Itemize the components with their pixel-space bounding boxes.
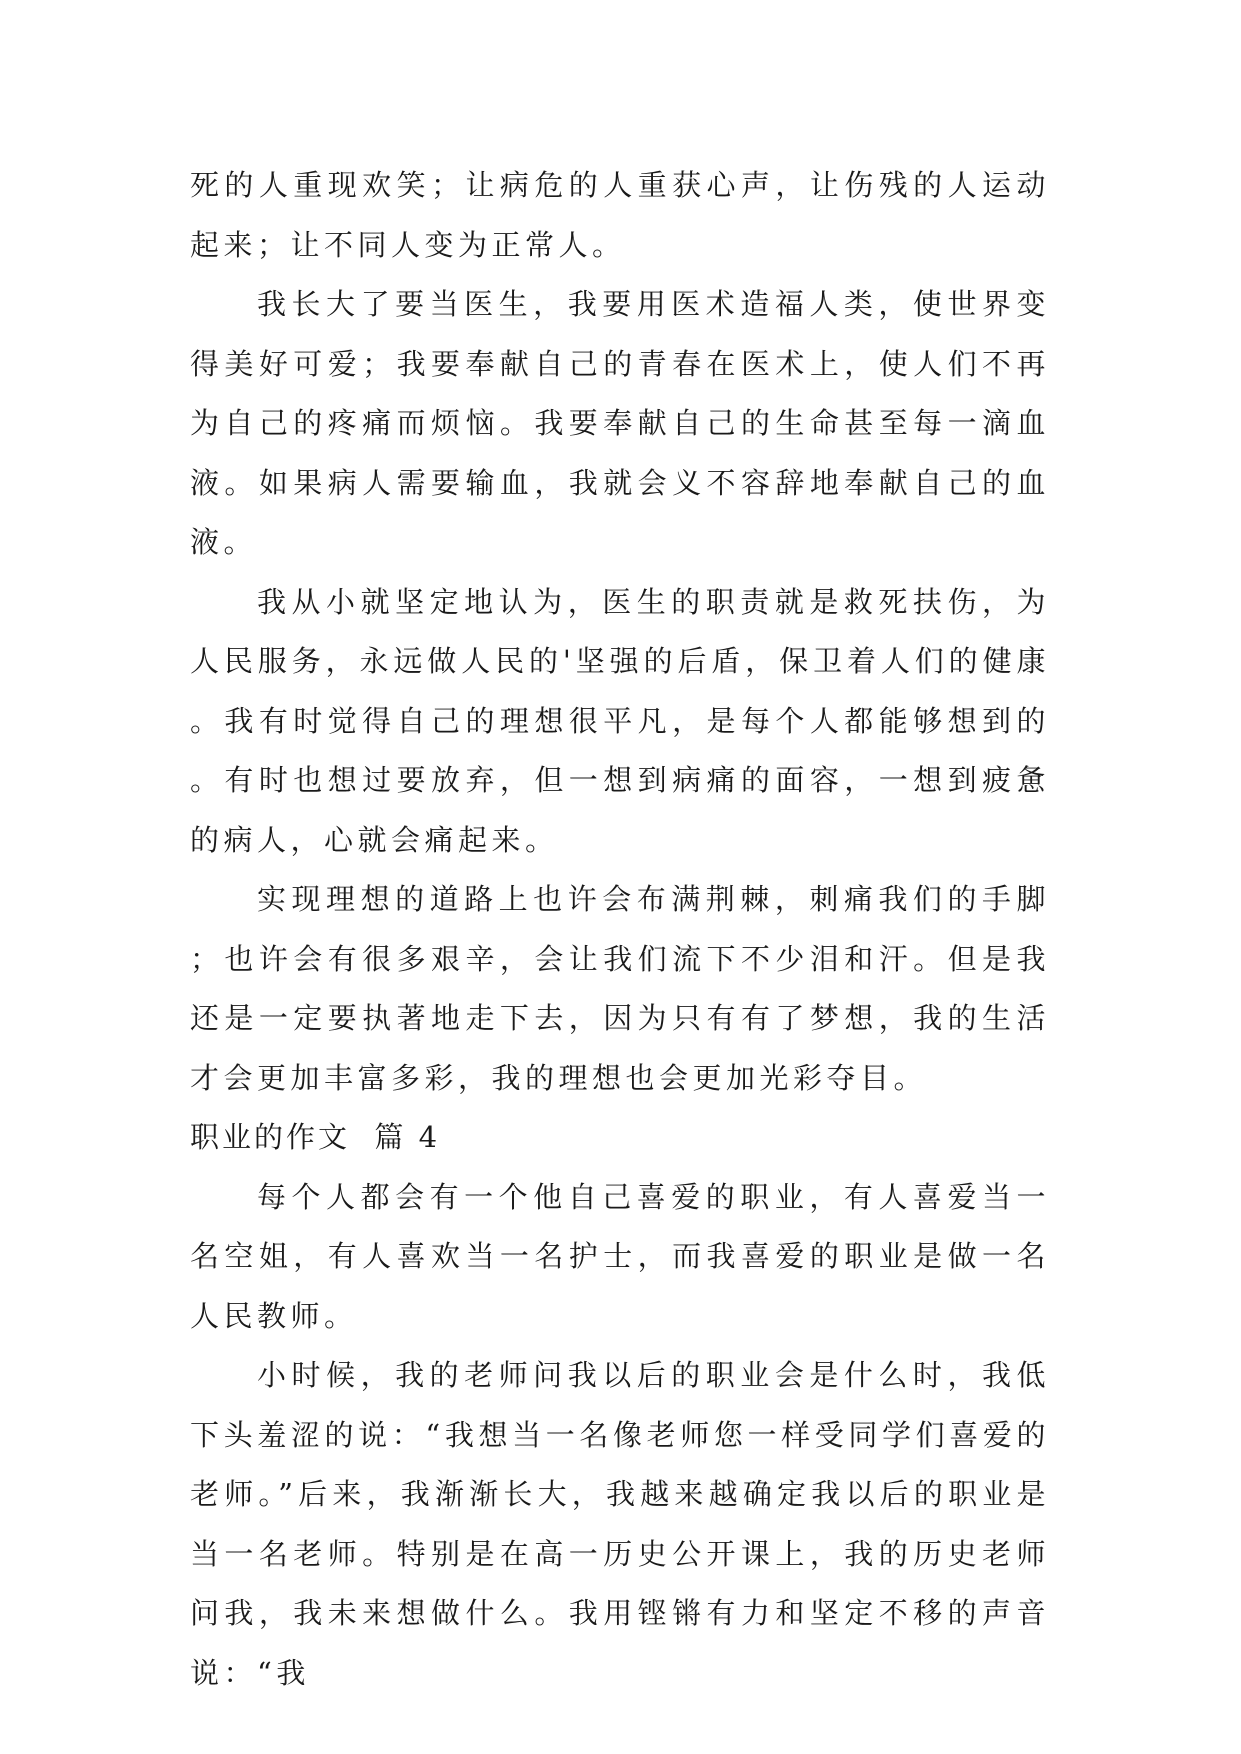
- paragraph-6: 小时候，我的老师问我以后的职业会是什么时，我低下头羞涩的说：“我想当一名像老师您一样受同学们喜爱的老师。”后来，我渐渐长大，我越来越确定我以后的职业是当一名老师。特别是在高一历史公开课上，我的历史老师问我，我未来想做什么。我用铿锵有力和坚定不移的声音说：“我: [190, 1358, 1050, 1690]
- paragraph-5: 每个人都会有一个他自己喜爱的职业，有人喜爱当一名空姐，有人喜欢当一名护士，而我喜爱的职业是做一名人民教师。: [190, 1179, 1050, 1333]
- section-heading: 职业的作文 篇 4: [190, 1120, 441, 1154]
- document-body: [190, 156, 1050, 1703]
- paragraph-2: 我长大了要当医生，我要用医术造福人类，使世界变得美好可爱；我要奉献自己的青春在医术上，使人们不再为自己的疼痛而烦恼。我要奉献自己的生命甚至每一滴血液。如果病人需要输血，我就会义不容辞地奉献自己的血液。: [190, 287, 1050, 559]
- paragraph-1: 死的人重现欢笑；让病危的人重获心声，让伤残的人运动起来；让不同人变为正常人。: [190, 168, 1050, 262]
- paragraph-3: 我从小就坚定地认为，医生的职责就是救死扶伤，为人民服务，永远做人民的'坚强的后盾，保卫着人们的健康。我有时觉得自己的理想很平凡，是每个人都能够想到的。有时也想过要放弃，但一想到病痛的面容，一想到疲惫的病人，心就会痛起来。: [190, 584, 1050, 857]
- paragraph-4: 实现理想的道路上也许会布满荆棘，刺痛我们的手脚；也许会有很多艰辛，会让我们流下不少泪和汗。但是我还是一定要执著地走下去，因为只有有了梦想，我的生活才会更加丰富多彩，我的理想也会更加光彩夺目。: [190, 882, 1050, 1095]
